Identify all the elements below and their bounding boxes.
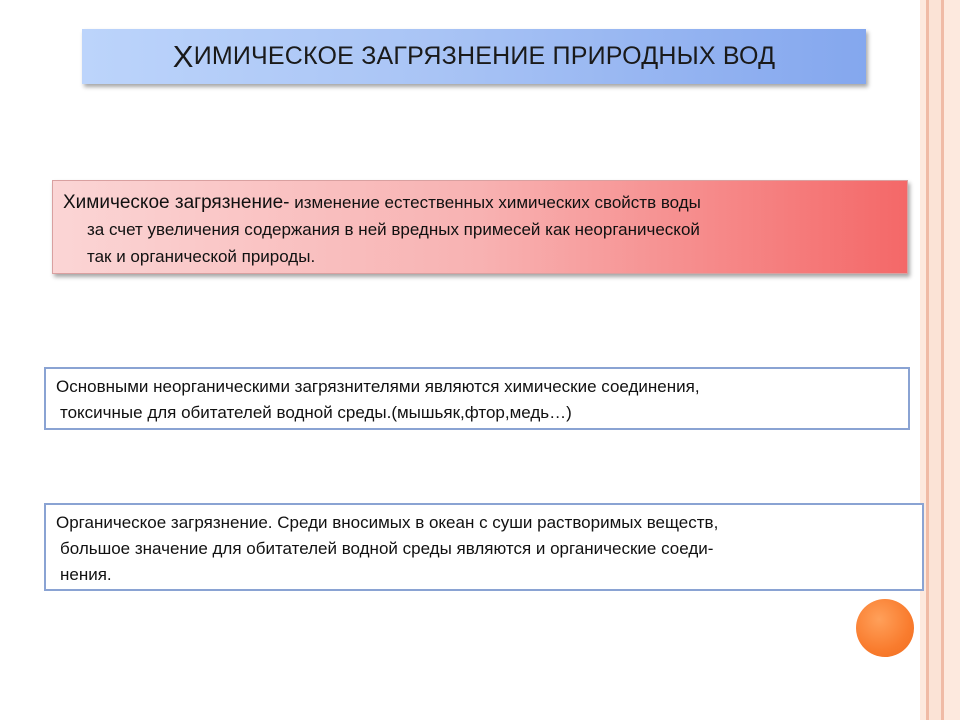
organic-line2: большое значение для обитателей водной среды являются и органические соеди- [60, 539, 714, 558]
inorganic-line2: токсичные для обитателей водной среды.(мышьяк,фтор,медь…) [60, 403, 572, 422]
title-first-letter: Х [172, 38, 194, 74]
orange-circle-decoration [856, 599, 914, 657]
organic-line3: нения. [60, 565, 112, 584]
organic-pollution-box [44, 503, 924, 591]
organic-line1: Органическое загрязнение. Среди вносимых в океан с суши растворимых веществ, [56, 513, 719, 532]
stripe [944, 0, 960, 720]
slide-title [82, 29, 866, 84]
inorganic-line1: Основными неорганическими загрязнителями являются химические соединения, [56, 377, 700, 396]
inorganic-pollutants-box [44, 367, 910, 430]
stripe [929, 0, 941, 720]
definition-line2: за счет увеличения содержания в ней вредных примесей как неорганической [87, 220, 700, 239]
title-text: ИМИЧЕСКОЕ ЗАГРЯЗНЕНИЕ ПРИРОДНЫХ ВОД [193, 42, 776, 70]
definition-line3: так и органической природы. [87, 247, 316, 266]
definition-term: Химическое загрязнение- [63, 192, 290, 213]
definition-line1: изменение естественных химических свойств воды [289, 193, 701, 212]
decorative-stripes [920, 0, 960, 720]
definition-box [52, 180, 908, 274]
